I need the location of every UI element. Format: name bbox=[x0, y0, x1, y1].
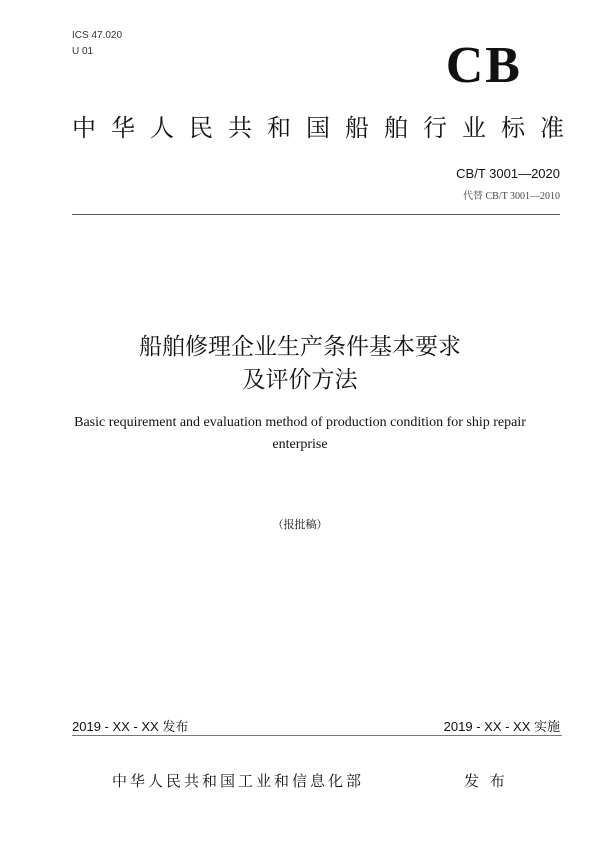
org-char: 和 bbox=[267, 114, 291, 142]
issue-label: 发 布 bbox=[464, 772, 508, 790]
title-zh-line1: 船舶修理企业生产条件基本要求 bbox=[139, 334, 461, 360]
title-en-line1: Basic requirement and evaluation method of production condition for ship repair bbox=[74, 415, 526, 430]
footer-divider bbox=[72, 735, 562, 736]
org-char: 舶 bbox=[384, 114, 408, 142]
draft-status: （报批稿） bbox=[272, 518, 328, 531]
classification-code: U 01 bbox=[72, 46, 94, 57]
org-char: 业 bbox=[462, 114, 486, 142]
issuer: 中华人民共和国工业和信息化部 bbox=[112, 772, 365, 790]
replaces-code: 代替 CB/T 3001—2010 bbox=[462, 191, 560, 202]
org-char: 共 bbox=[228, 114, 252, 142]
cb-logo: CB bbox=[445, 37, 522, 94]
org-char: 人 bbox=[150, 114, 174, 142]
org-char: 民 bbox=[189, 114, 213, 142]
implement-date: 2019 - XX - XX 实施 bbox=[443, 719, 560, 734]
organization-title bbox=[72, 114, 564, 143]
org-char: 中 bbox=[72, 114, 96, 142]
org-char: 标 bbox=[501, 114, 525, 142]
org-char: 准 bbox=[540, 114, 564, 142]
org-char: 国 bbox=[306, 114, 330, 142]
title-en-line2: enterprise bbox=[272, 437, 328, 452]
org-char: 行 bbox=[423, 114, 447, 142]
publish-date: 2019 - XX - XX 发布 bbox=[72, 719, 189, 734]
org-char: 船 bbox=[345, 114, 369, 142]
header-divider bbox=[72, 214, 560, 215]
title-zh-line2: 及评价方法 bbox=[242, 367, 358, 393]
ics-code: ICS 47.020 bbox=[72, 30, 123, 41]
org-char: 华 bbox=[111, 114, 135, 142]
standard-code: CB/T 3001—2020 bbox=[456, 166, 560, 181]
